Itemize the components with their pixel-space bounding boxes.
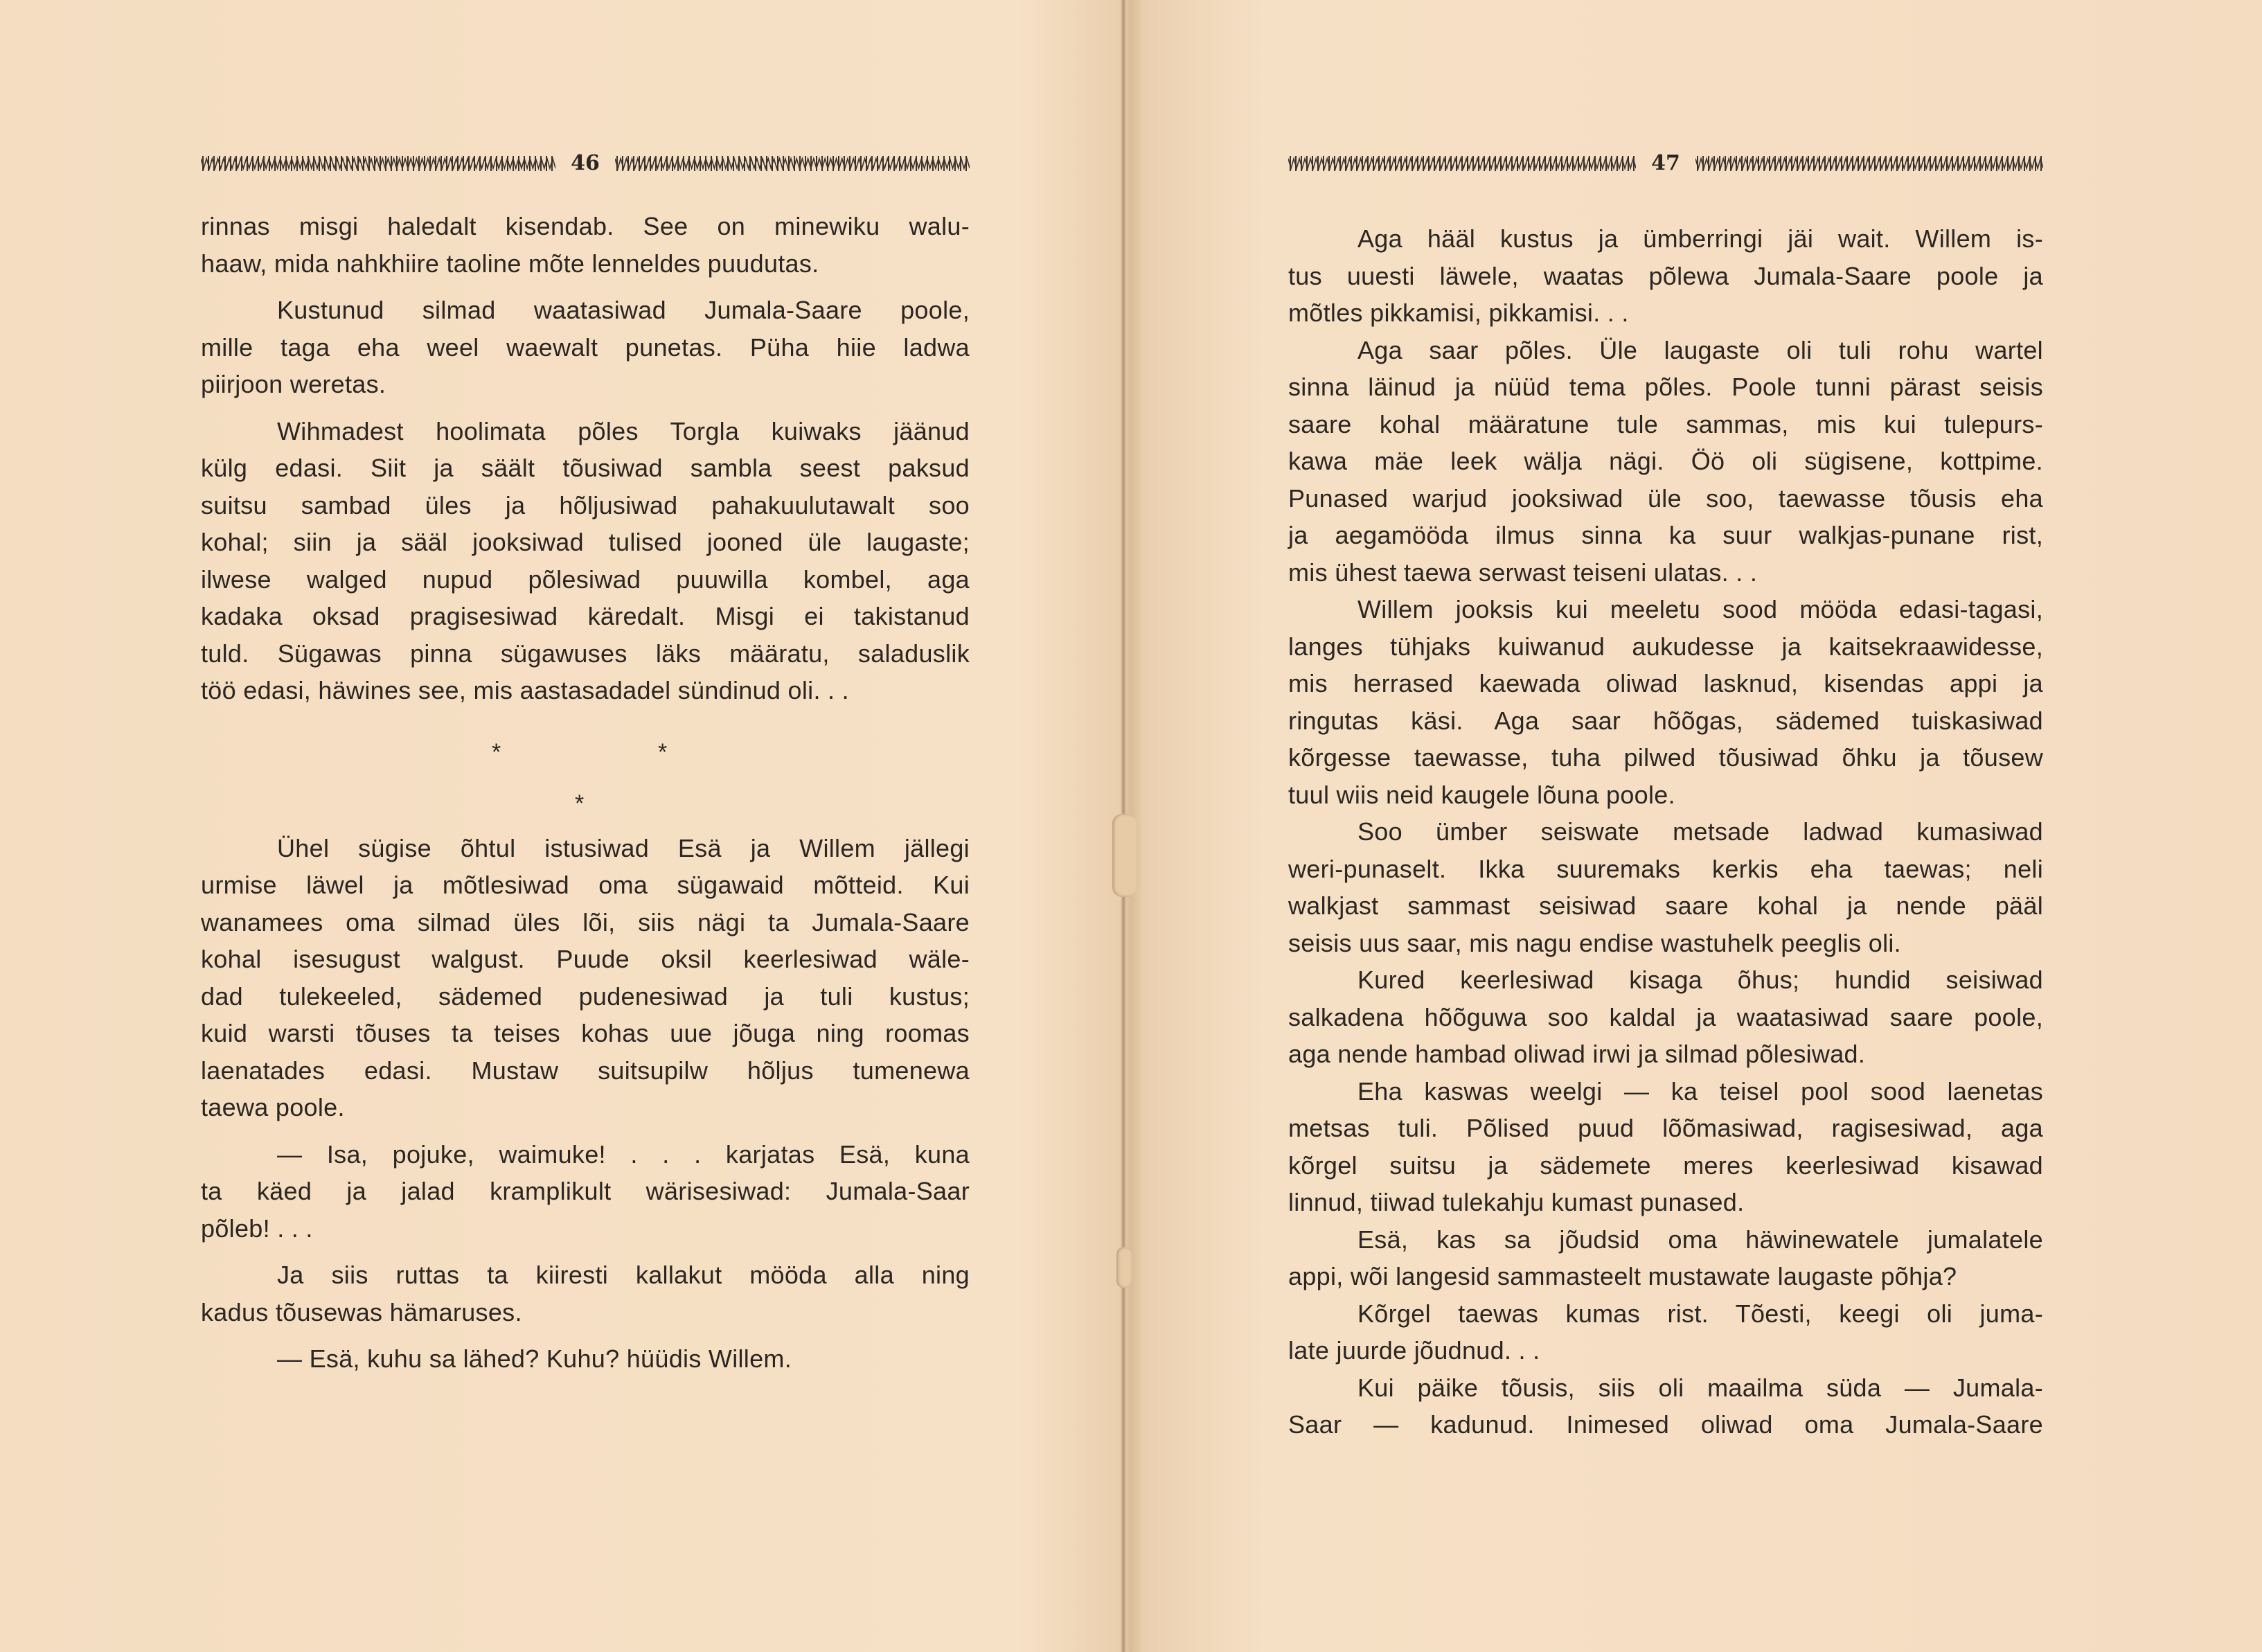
paragraph [1288,813,2043,961]
paragraph [201,1256,970,1331]
text-line: kadaka oksad pragisesiwad käredalt. Misgi ei takistanud [201,602,970,630]
paragraph [201,208,970,282]
left-page [201,0,970,1652]
text-line: taewa poole. [201,1093,345,1121]
text-line: mis herrased kaewada oliwad lasknud, kisendas appi ja [1288,669,2043,698]
text-line: Esä, kas sa jõudsid oma häwinewatele jumalatele [1357,1225,2043,1254]
text-line: appi, wõi langesid sammasteelt mustawate laugaste põhja? [1288,1262,1957,1290]
paragraph [1288,1221,2043,1295]
paragraph [1288,1295,2043,1369]
text-line: Soo ümber seiswate metsade ladwad kumasiwad [1357,817,2043,846]
gutter-tear [1116,1247,1132,1288]
text-line: mis ühest taewa serwast teiseni ulatas. . . [1288,558,1758,587]
right-page-text [1288,220,2043,1444]
running-head-right [1288,151,2043,175]
text-line: ilwese walged nupud põlesiwad puuwilla kombel, aga [201,565,970,594]
text-line: langes tühjaks kuiwanud aukudesse ja kaitsekraawidesse, [1288,632,2043,661]
paragraph [1288,220,2043,332]
text-line: rinnas misgi haledalt kisendab. See on minewiku walu- [201,212,970,240]
text-line: Aga hääl kustus ja ümberringi jäi wait. Willem is- [1357,224,2043,253]
text-line: kawa mäe leek wälja nägi. Öö oli sügisene, kottpime. [1288,447,2043,475]
text-line: Ja siis ruttas ta kiiresti kallakut mööda alla ning [277,1261,970,1289]
paragraph [1288,961,2043,1073]
text-line: Wihmadest hoolimata põles Torgla kuiwaks jäänud [277,416,970,445]
paragraph [201,413,970,709]
section-break [201,709,970,817]
text-line: tuul wiis neid kaugele lõuna poole. [1288,780,1675,809]
paragraph [1288,1073,2043,1221]
text-line: metsas tuli. Põlised puud lõõmasiwad, ragisesiwad, aga [1288,1114,2043,1142]
text-line: Eha kaswas weelgi — ka teisel pool sood laenetas [1357,1076,2043,1105]
left-page-text [201,208,970,1378]
text-line: kohal isesugust walgust. Puude oksil keerlesiwad wäle- [201,945,970,973]
text-line: seisis uus saar, mis nagu endise wastuhelk peeglis oli. [1288,928,1901,957]
asterisk: * [658,738,668,765]
asterisk: * [575,790,585,817]
paragraph [201,292,970,403]
text-line: Aga saar põles. Üle laugaste oli tuli rohu wartel [1357,335,2043,364]
page-number-left: 46 [571,151,600,175]
text-line: urmise läwel ja mõtlesiwad oma sügawaid mõtteid. Kui [201,871,970,899]
text-line: töö edasi, häwines see, mis aastasadadel sündinud oli. . . [201,676,849,704]
paragraph [201,830,970,1126]
text-line: kõrgel suitsu ja sädemete meres keerlesiwad kisawad [1288,1151,2043,1180]
paragraph [1288,591,2043,813]
text-line: Ühel sügise õhtul istusiwad Esä ja Willem jällegi [277,833,970,862]
text-line: piirjoon weretas. [201,370,386,398]
text-line: linnud, tiiwad tulekahju kumast punased. [1288,1188,1745,1216]
text-line: walkjast sammast seisiwad saare kohal ja nende pääl [1288,891,2043,920]
text-line: Kustunud silmad waatasiwad Jumala-Saare poole, [277,296,970,324]
zigzag-ornament [615,156,970,171]
text-line: kuid warsti tõuses ta teises kohas uue jõuga ning roomas [201,1019,970,1047]
text-line: — Esä, kuhu sa lähed? Kuhu? hüüdis Willem. [277,1344,792,1373]
gutter-tear [1112,814,1137,897]
text-line: haaw, mida nahkhiire taoline mõte lenneldes puudutas. [201,249,819,278]
text-line: weri-punaselt. Ikka suuremaks kerkis eha taewas; neli [1288,854,2043,883]
asterisk: * [492,738,501,765]
page-number-right: 47 [1651,151,1680,175]
text-line: kadus tõusewas hämaruses. [201,1297,522,1326]
paragraph [1288,332,2043,592]
text-line: kohal; siin ja sääl jooksiwad tulised jooned üle laugaste; [201,528,970,556]
text-line: saare kohal määratune tule sammas, mis kui tulepurs- [1288,409,2043,438]
text-line: Kui päike tõusis, siis oli maailma süda — Jumala- [1357,1373,2043,1402]
text-line: late juurde jõudnud. . . [1288,1336,1540,1365]
paragraph [1288,1369,2043,1444]
text-line: mille taga eha weel waewalt punetas. Püha hiie ladwa [201,332,970,362]
text-line: Kured keerlesiwad kisaga õhus; hundid seisiwad [1357,966,2043,994]
running-head-left [201,151,970,175]
zigzag-ornament [1288,156,1636,171]
text-line: laenatades edasi. Mustaw suitsupilw hõljus tumenewa [201,1056,970,1085]
text-line: Kõrgel taewas kumas rist. Tõesti, keegi oli juma- [1357,1299,2043,1328]
text-line: suitsu sambad üles ja hõljusiwad pahakuulutawalt soo [201,490,970,519]
text-line: Punased warjud jooksiwad üle soo, taewasse tõusis eha [1288,483,2043,513]
paragraph [201,1136,970,1247]
text-line: aga nende hambad oliwad irwi ja silmad põlesiwad. [1288,1040,1866,1068]
text-line: ja aegamööda ilmus sinna ka suur walkjas-punane rist, [1288,521,2043,549]
text-line: tuld. Sügawas pinna sügawuses läks määratu, saladuslik [201,639,970,668]
text-line: ringutas käsi. Aga saar hõõgas, sädemed tuiskasiwad [1288,706,2043,735]
text-line: salkadena hõõguwa soo kaldal ja waatasiwad saare poole, [1288,1002,2043,1031]
text-line: — Isa, pojuke, waimuke! . . . karjatas Esä, kuna [277,1139,970,1169]
text-line: wanamees oma silmad üles lõi, siis nägi ta Jumala-Saare [201,907,970,936]
text-line: kõrgesse taewasse, tuha pilwed tõusiwad õhku ja tõusew [1288,743,2043,772]
paragraph [201,1340,970,1378]
zigzag-ornament [1695,156,2043,171]
zigzag-ornament [201,156,555,171]
text-line: dad tulekeeled, sädemed pudenesiwad ja tuli kustus; [201,982,970,1011]
text-line: mõtles pikkamisi, pikkamisi. . . [1288,299,1629,327]
text-line: Saar — kadunud. Inimesed oliwad oma Jumala-Saare [1288,1410,2043,1439]
right-page [1288,0,2043,1652]
text-line: Willem jooksis kui meeletu sood mööda edasi-tagasi, [1357,595,2043,623]
text-line: ta käed ja jalad kramplikult wärisesiwad: Jumala-Saar [201,1177,970,1205]
text-line: tus uuesti läwele, waatas põlewa Jumala-Saare poole ja [1288,261,2043,290]
text-line: põleb! . . . [201,1214,313,1243]
text-line: sinna läinud ja nüüd tema põles. Poole tunni pärast seisis [1288,373,2043,401]
text-line: külg edasi. Siit ja säält tõusiwad sambla seest paksud [201,454,970,482]
